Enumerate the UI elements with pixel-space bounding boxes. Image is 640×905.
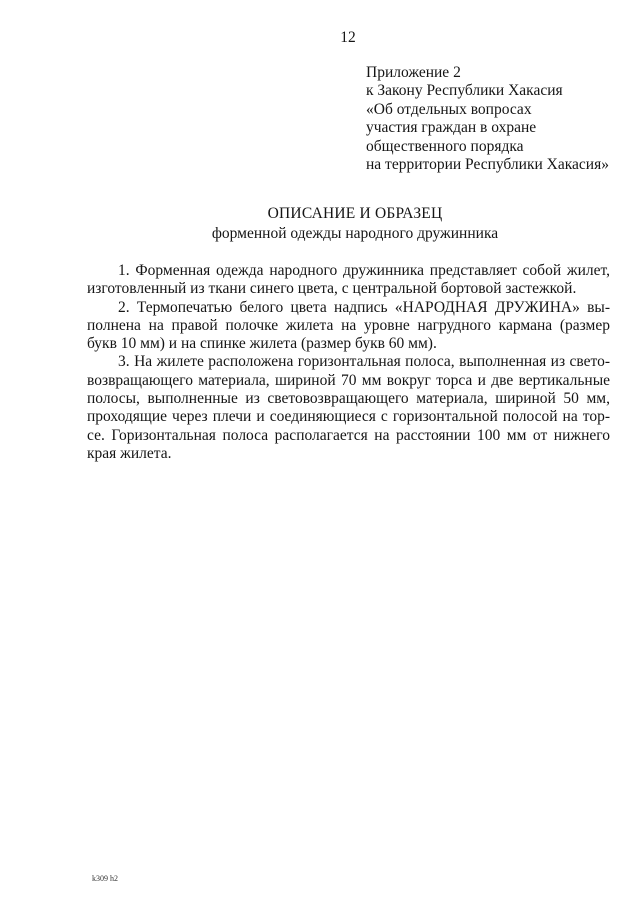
paragraph-line: возвращающего материала, шириной 70 мм вокруг торса и две вертикальные — [87, 371, 610, 389]
appendix-line: Приложение 2 — [366, 64, 461, 81]
paragraph-3 — [87, 353, 610, 463]
page-number: 12 — [340, 29, 356, 46]
paragraph-line: 1. Форменная одежда народного дружинника представляет собой жилет, — [118, 262, 610, 279]
document-title: ОПИСАНИЕ И ОБРАЗЕЦ — [267, 205, 443, 222]
footer-code: k309 h2 — [92, 874, 118, 883]
paragraph-line: проходящие через плечи и соединяющиеся с горизонтальной полосой на тор- — [87, 408, 610, 426]
paragraph-2 — [87, 299, 610, 354]
appendix-line: «Об отдельных вопросах — [366, 100, 532, 118]
appendix-line: общественного порядка — [366, 137, 524, 155]
paragraph-line: изготовленный из ткани синего цвета, с центральной бортовой застежкой. — [87, 280, 577, 298]
paragraph-line: букв 10 мм) и на спинке жилета (размер букв 60 мм). — [87, 335, 437, 353]
paragraph-1 — [87, 262, 610, 299]
document-subtitle: форменной одежды народного дружинника — [211, 225, 499, 242]
appendix-line: на территории Республики Хакасия» — [366, 156, 609, 174]
paragraph-line: полосы, выполненные из световозвращающего материала, шириной 50 мм, — [87, 390, 610, 408]
paragraph-line: полнена на правой полочке жилета на уровне нагрудного кармана (размер — [87, 316, 610, 334]
appendix-line: к Закону Республики Хакасия — [366, 82, 563, 100]
paragraph-line: 3. На жилете расположена горизонтальная полоса, выполненная из свето- — [118, 353, 610, 371]
paragraph-line: се. Горизонтальная полоса располагается на расстоянии 100 мм от нижнего — [87, 426, 610, 444]
appendix-line: участия граждан в охране — [366, 119, 537, 137]
appendix-heading — [366, 64, 626, 174]
document-body — [87, 262, 610, 463]
paragraph-line: 2. Термопечатью белого цвета надпись «НАРОДНАЯ ДРУЖИНА» вы- — [118, 298, 610, 316]
paragraph-line: края жилета. — [87, 444, 172, 462]
